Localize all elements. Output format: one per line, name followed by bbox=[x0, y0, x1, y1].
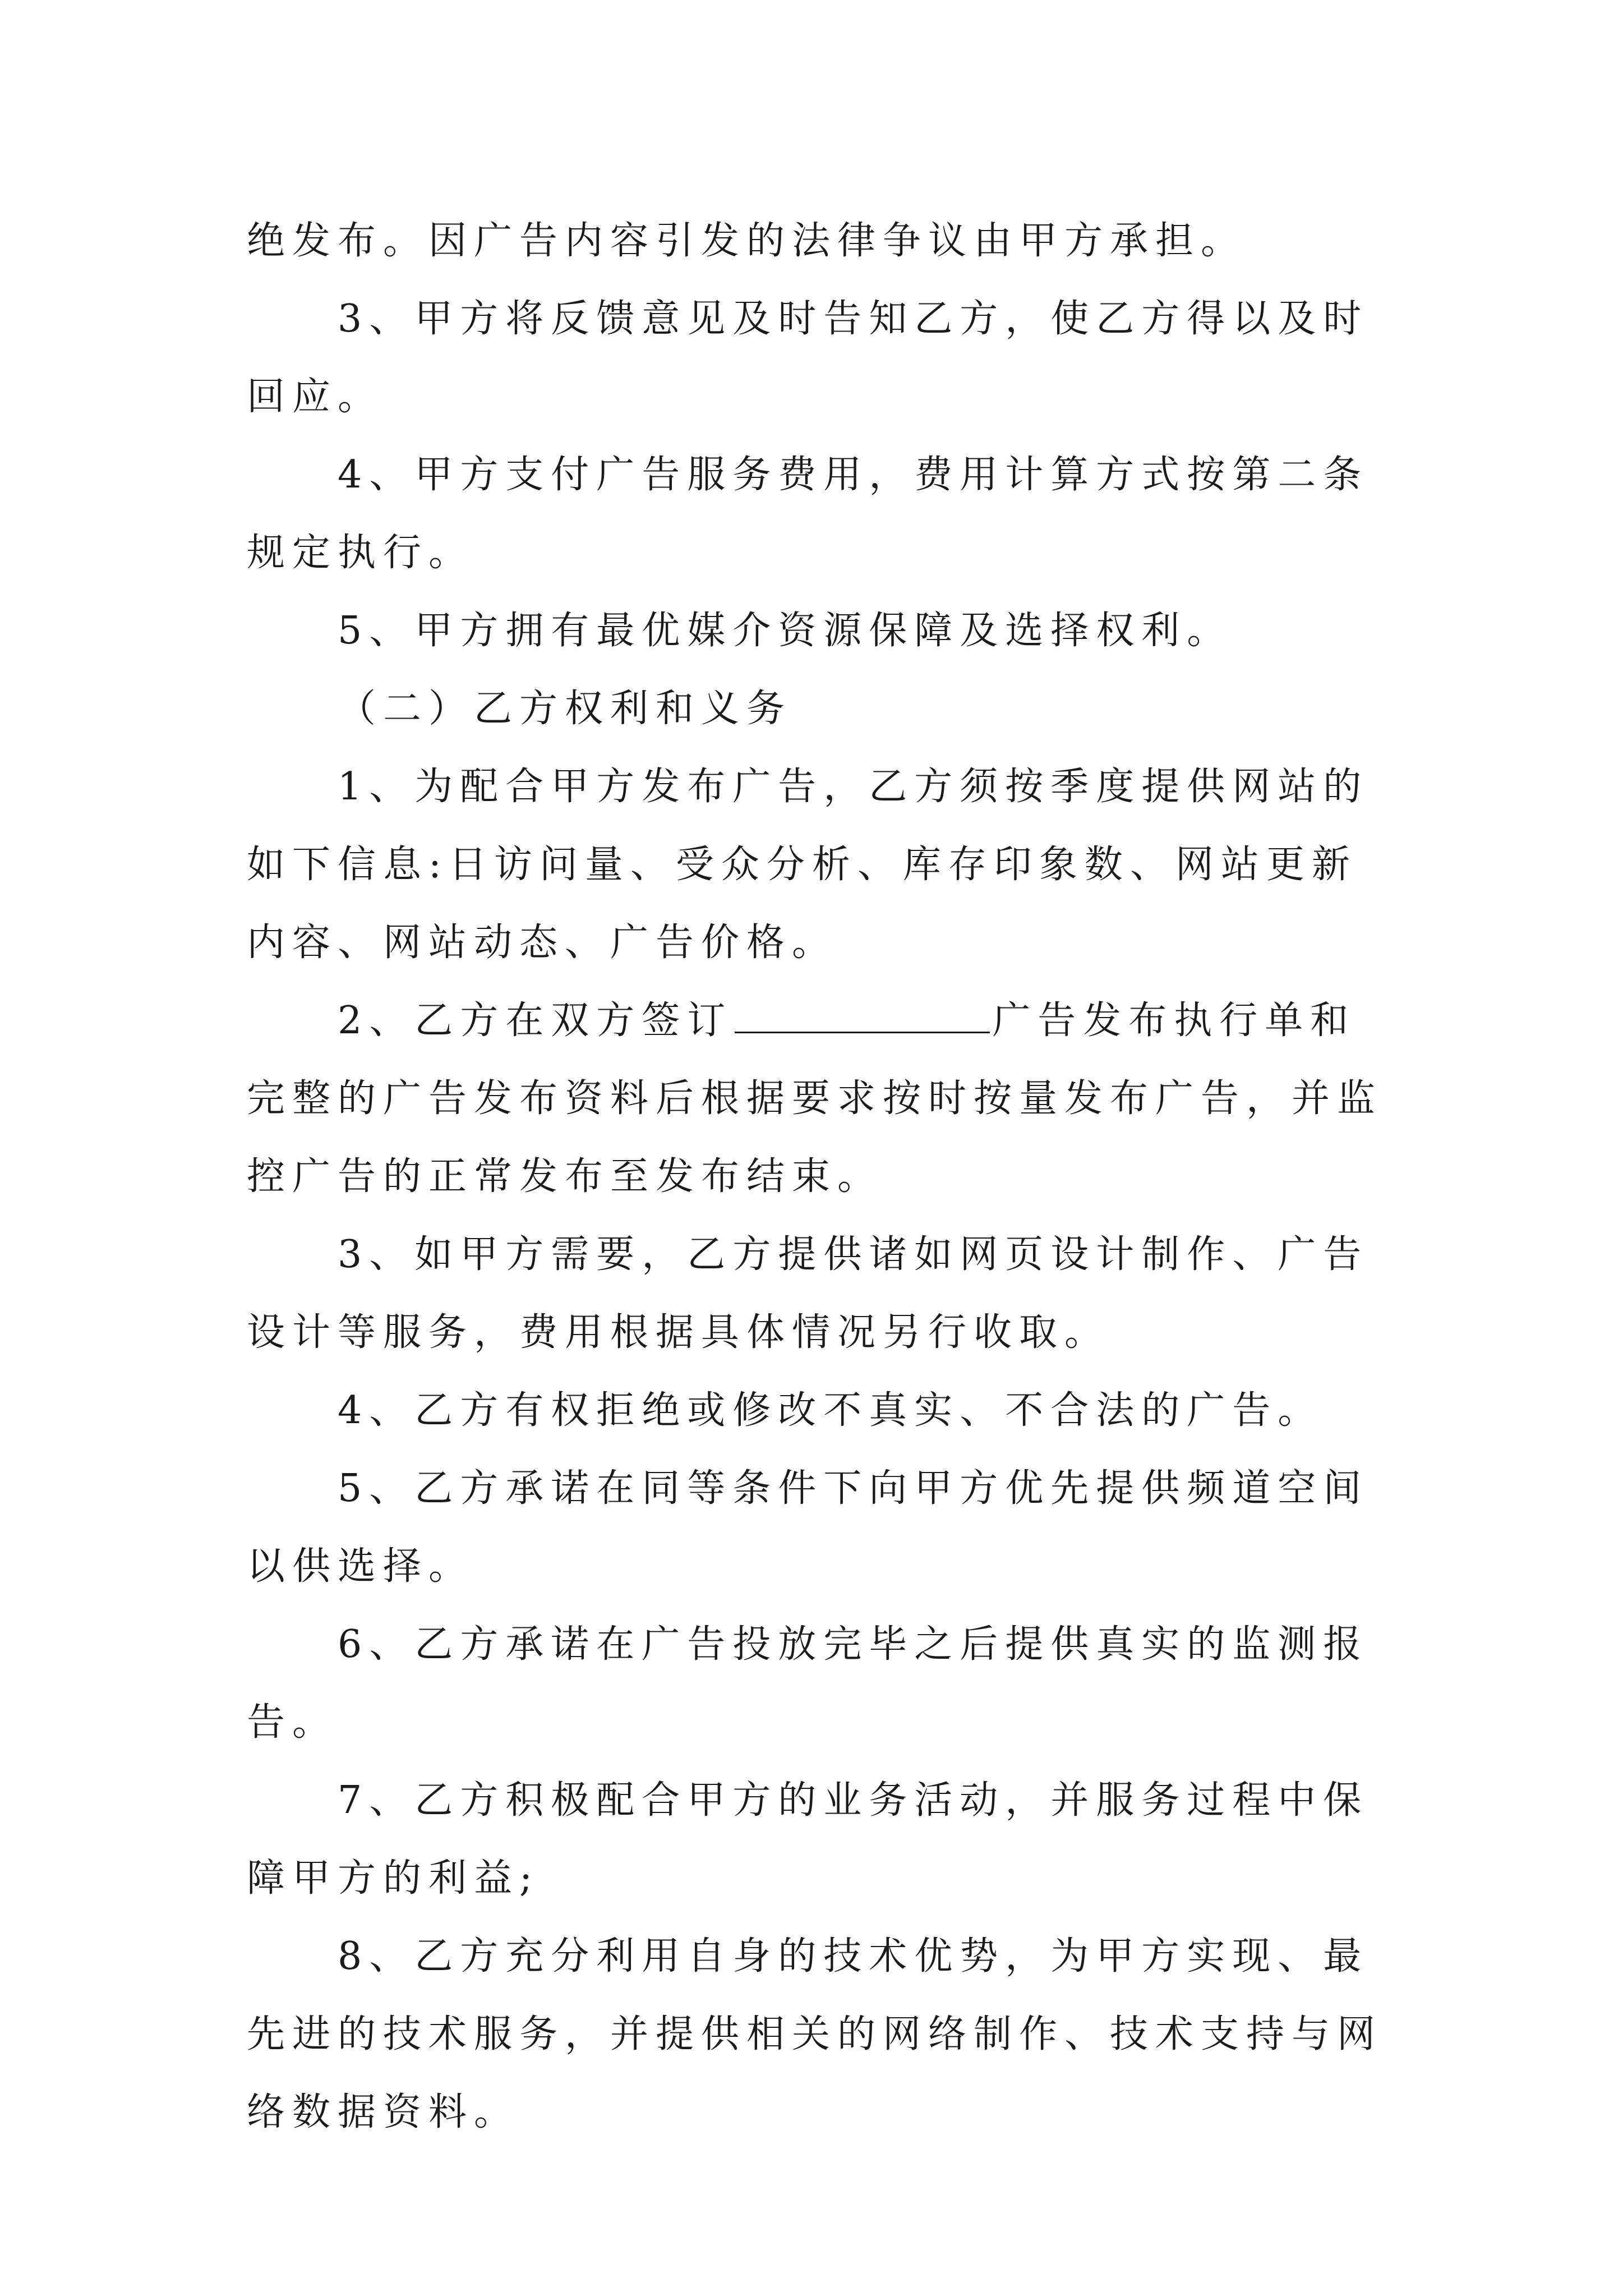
item-2-text-before: 2、乙方在双方签订 bbox=[338, 999, 733, 1043]
paragraph-party-a-item-5: 5、甲方拥有最优媒介资源保障及选择权利。 bbox=[338, 609, 1233, 653]
section-heading-party-b: （二）乙方权利和义务 bbox=[338, 687, 792, 731]
paragraph-party-b-item-1: 1、为配合甲方发布广告，乙方须按季度提供网站的如下信息:日访问量、受众分析、库存印象数、网站更新内容、网站动态、广告价格。 bbox=[247, 765, 1369, 965]
paragraph-party-b-item-5: 5、乙方承诺在同等条件下向甲方优先提供频道空间以供选择。 bbox=[247, 1466, 1369, 1589]
paragraph-party-b-item-4: 4、乙方有权拒绝或修改不真实、不合法的广告。 bbox=[338, 1388, 1324, 1433]
paragraph-party-a-item-4: 4、甲方支付广告服务费用，费用计算方式按第二条规定执行。 bbox=[247, 453, 1369, 575]
contract-body bbox=[247, 202, 1391, 2151]
paragraph-party-b-item-3: 3、如甲方需要，乙方提供诸如网页设计制作、广告设计等服务，费用根据具体情况另行收取。 bbox=[247, 1232, 1369, 1355]
paragraph-party-b-item-6: 6、乙方承诺在广告投放完毕之后提供真实的监测报告。 bbox=[247, 1622, 1369, 1745]
paragraph-party-a-item-3: 3、甲方将反馈意见及时告知乙方，使乙方得以及时回应。 bbox=[247, 297, 1369, 419]
paragraph-party-b-item-8: 8、乙方充分利用自身的技术优势，为甲方实现、最先进的技术服务，并提供相关的网络制作、技术支持与网络数据资料。 bbox=[247, 1934, 1383, 2134]
fill-in-blank-line bbox=[735, 993, 990, 1033]
paragraph-continuation: 绝发布。因广告内容引发的法律争议由甲方承担。 bbox=[247, 219, 1247, 263]
paragraph-party-b-item-7: 7、乙方积极配合甲方的业务活动，并服务过程中保障甲方的利益; bbox=[247, 1778, 1369, 1901]
paragraph-party-b-item-2 bbox=[247, 982, 1391, 1216]
item-2-text-after: 广告发布执行单和完整的广告发布资料后根据要求按时按量发布广告，并监控广告的正常发布至发布结束。 bbox=[247, 999, 1383, 1199]
